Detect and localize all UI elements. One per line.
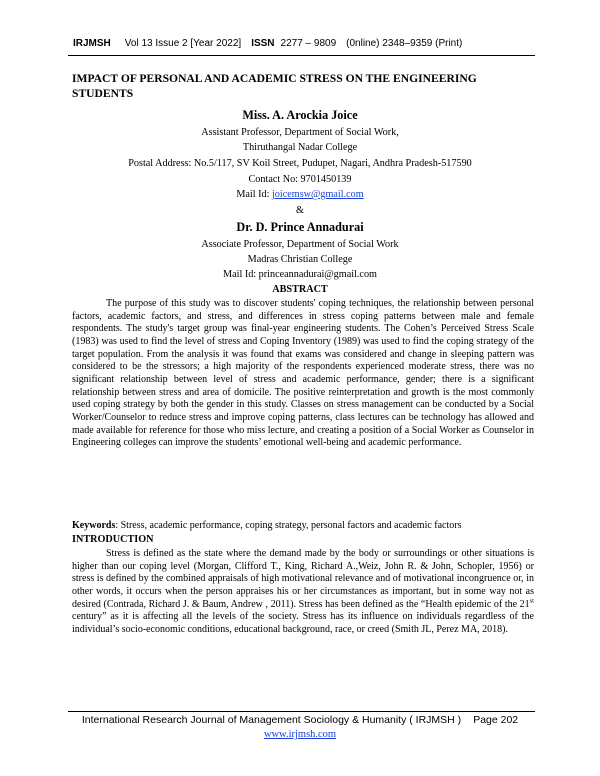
author1-college: Thiruthangal Nadar College <box>242 142 358 153</box>
introduction-heading: INTRODUCTION <box>72 534 154 545</box>
author2-college: Madras Christian College <box>247 254 353 265</box>
author1-email-link[interactable]: joicemsw@gmail.com <box>271 189 364 200</box>
footer-url-line <box>60 728 540 741</box>
author1-contact: Contact No: 9701450139 <box>248 174 352 185</box>
volume-info: Vol 13 Issue 2 [Year 2022] <box>124 38 242 49</box>
ampersand: & <box>296 205 304 216</box>
abstract-text: The purpose of this study was to discover students' coping techniques, the relationship between personal factors, academic factors, and stress, and differences in stress coping patterns between male and female respondents. The study's target group was final-year engineering students. The Cohen’s Perceived Stress Scale (1983) was used to find the level of stress and Coping Inventory (1989) was used to find the coping strategy of the target population. From the analysis it was found that exams was considered and change in sleeping pattern was considered to be the stressors; a high majority of the respondents experienced moderate stress, there was no significant relationship between level of stress and academic performance, gender; there is a significant relationship between stress and area of domicile. The positive reinterpretation and growth is the most commonly used coping strategy by both the gender in this study. Classes on stress management can be conducted by a Social Worker/Counselor to reduce stress and improve coping patterns, class lectures can be technology has allowed and made available for reference for those who miss lecture, and creating a position of a Social Worker as Counselor in Engineering colleges can improve the students’ emotional well-being and academic performance. <box>72 298 534 449</box>
introduction-text-part1: Stress is defined as the state where the demand made by the body or surroundings or other situations is higher than our coping level (Morgan, Clifford T., King, Richard A.,Weiz, John R. & John, Schopler, 1956) or stress is defined by the combined appraisals of high motivational relevance and of motivational incongruence or, in other words, it occurs when the person appraises his or her circumstances as important, but in some way not as desired (Contrada, Richard J. & Baum, Andrew , 2011). Stress has been defined as the “Health epidemic of the 21 <box>72 548 534 610</box>
abstract-body <box>72 298 534 450</box>
author1-address: Postal Address: No.5/117, SV Koil Street, Pudupet, Nagari, Andhra Pradesh-517590 <box>128 158 472 169</box>
footer-website-link[interactable]: www.irjmsh.com <box>263 729 337 740</box>
keywords-label: Keywords <box>72 520 116 531</box>
footer-journal: International Research Journal of Management Sociology & Humanity ( IRJMSH ) <box>81 714 462 726</box>
introduction-text-part2: century” as it is affecting all the levels of the society. Stress has its influence on individuals regardless of the individual’s socio-economic conditions, educational background, race, or creed (Smith JL, Perez MA, 2018). <box>72 611 534 635</box>
author1-mail-label: Mail Id: <box>236 189 272 200</box>
paper-title: IMPACT OF PERSONAL AND ACADEMIC STRESS ON THE ENGINEERING STUDENTS <box>72 72 477 100</box>
author1-mail-line <box>60 188 540 202</box>
issn-online: (0nline) 2348–9359 (Print) <box>346 38 463 49</box>
superscript-st: st <box>529 597 534 605</box>
abstract-heading: ABSTRACT <box>272 284 328 295</box>
author1-designation: Assistant Professor, Department of Social Work, <box>201 127 399 138</box>
keywords-text: : Stress, academic performance, coping strategy, personal factors and academic factors <box>115 520 462 531</box>
footer-rule <box>68 711 535 712</box>
running-header <box>73 38 533 50</box>
author2-name: Dr. D. Prince Annadurai <box>236 220 364 234</box>
author1-name: Miss. A. Arockia Joice <box>242 108 358 122</box>
author2-designation: Associate Professor, Department of Social Work <box>201 239 399 250</box>
header-rule <box>68 55 535 56</box>
running-footer <box>60 714 540 727</box>
issn-value: 2277 – 9809 <box>280 38 337 49</box>
journal-abbrev: IRJMSH <box>73 38 111 49</box>
introduction-text <box>72 548 534 637</box>
author2-mail: Mail Id: princeannadurai@gmail.com <box>223 269 377 280</box>
page-number: Page 202 <box>473 714 519 726</box>
introduction-body <box>72 548 534 637</box>
keywords-line <box>72 520 542 533</box>
issn-label: ISSN <box>251 38 275 49</box>
